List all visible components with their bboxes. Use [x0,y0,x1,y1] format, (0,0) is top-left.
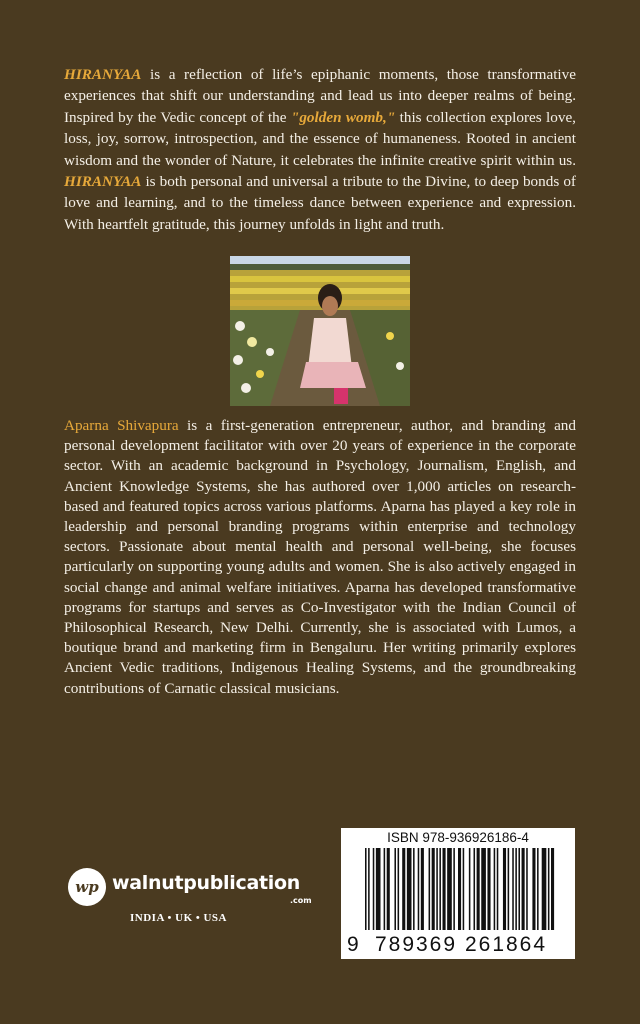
blurb-text: is a reflection of life’s epiphanic moments, those transformative experiences that shift our understanding and lead us into deeper realms of being. Inspired by the Vedic concept of the [64,66,576,126]
barcode-bar [515,848,517,930]
barcode-bar [453,848,455,930]
barcode-bar [398,848,400,930]
barcode-bar-group [365,848,554,930]
back-cover-blurb [64,64,576,235]
barcode-bar [432,848,435,930]
barcode-bar [494,848,496,930]
barcode-bar [522,848,525,930]
barcode-digits-right: 261864 [465,933,545,956]
barcode-bar [447,848,452,930]
barcode-bar [526,848,528,930]
barcode-bar [402,848,405,930]
barcode-bar [413,848,415,930]
barcode-bar [503,848,506,930]
publisher-regions: INDIA • UK • USA [130,912,227,924]
barcode-bar [474,848,476,930]
barcode-bar [508,848,510,930]
isbn-barcode [341,828,575,959]
barcode-bar [469,848,471,930]
barcode-bar [497,848,499,930]
barcode-bar [551,848,554,930]
publisher-name: walnutpublication [112,872,300,894]
barcode-bar [518,848,520,930]
author-photo [230,256,410,406]
barcode-bar [439,848,441,930]
barcode-bar [481,848,486,930]
barcode-bar [384,848,386,930]
barcode-digits-left: 789369 [375,933,455,956]
author-photo-illustration [230,256,410,406]
barcode-bar [537,848,539,930]
bio-text: is a first-generation entrepreneur, author, and branding and personal development facilitator with over 20 years of experience in the corporate sector. With an academic background in Psychology, Journalism, English, and Ancient Knowledge Systems, she has authored over 1,000 articles on research-based and featured topics across various platforms. Aparna has played a key role in leadership and personal branding programs within enterprise and technology sectors. Passionate about mental health and personal well-being, she focuses particularly on supporting young adults and women. She is also actively engaged in social change and animal welfare initiatives. Aparna has developed transformative programs for startups and serves as Co-Investigator with the Indian Council of Philosophical Research, New Delhi. Currently, she is associated with Lumos, a boutique brand and marketing firm in Bengaluru. Her writing primarily explores Ancient Vedic traditions, Indigenous Healing Systems, and the groundbreaking contributions of Carnatic classical musicians. [64,417,576,697]
publisher-logo-icon [68,868,106,906]
blurb-text: is both personal and universal a tribute to the Divine, to deep bonds of love and learning, and to the timeless dance between experience and expression. With heartfelt gratitude, this journey unfolds in light and truth. [64,173,576,233]
barcode-bar [373,848,375,930]
barcode-bar [458,848,461,930]
author-bio [64,416,576,699]
author-name: Aparna Shivapura [64,417,179,434]
barcode-bar [487,848,490,930]
publisher-logo-mark: wp [75,878,99,896]
barcode-bar [443,848,446,930]
blurb-quote: "golden womb," [290,108,396,126]
barcode-bar [387,848,390,930]
blurb-text: this collection explores love, loss, joy, sorrow, introspection, and the essence of humaneness. Rooted in ancient wisdom and the wonder of Nature, it celebrates the infinite creative spirit within us. [64,108,576,169]
barcode-bar [477,848,480,930]
book-title: HIRANYAA [64,66,142,83]
barcode-digit-first: 9 [347,933,359,956]
barcode-bar [407,848,412,930]
barcode-bar [394,848,396,930]
book-title: HIRANYAA [64,173,142,191]
barcode-bar [421,848,424,930]
publisher-block [68,866,328,936]
barcode-bars [341,828,575,959]
barcode-bar [429,848,431,930]
barcode-bar [365,848,367,930]
publisher-domain: .com [290,896,312,905]
isbn-label: ISBN 978-936926186-4 [387,830,529,845]
barcode-bar [376,848,381,930]
barcode-bar [548,848,550,930]
barcode-bar [463,848,465,930]
barcode-bar [436,848,438,930]
barcode-bar [418,848,420,930]
barcode-bar [368,848,370,930]
barcode-bar [532,848,535,930]
barcode-bar [512,848,514,930]
barcode-bar [542,848,547,930]
